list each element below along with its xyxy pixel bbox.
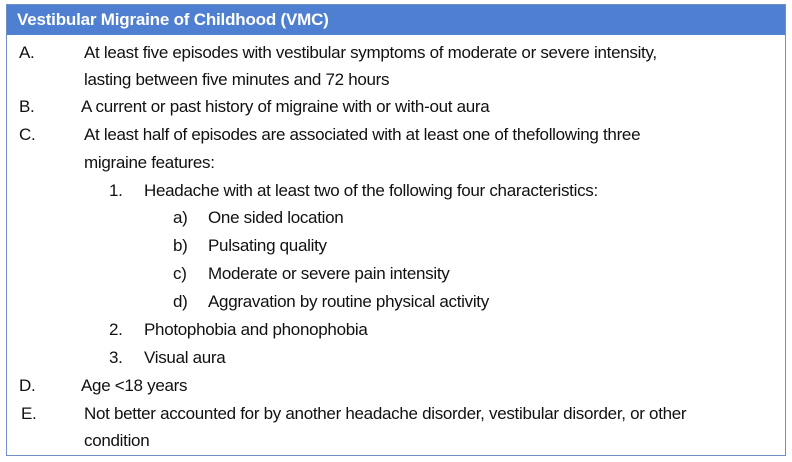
criterion-a-text-line-2: lasting between five minutes and 72 hours: [84, 70, 390, 89]
criterion-d-marker: D.: [19, 376, 36, 395]
criterion-e-text-line-1: Not better accounted for by another headache disorder, vestibular disorder, or other: [84, 404, 687, 423]
criterion-a-marker: A.: [19, 43, 35, 62]
criterion-b-text: A current or past history of migraine with or with-out aura: [81, 97, 490, 116]
feature-1-marker: 1.: [109, 181, 123, 200]
criterion-c-text-line-2: migraine features:: [84, 153, 215, 172]
feature-3-text: Visual aura: [144, 348, 226, 367]
characteristic-d-marker: d): [173, 292, 188, 311]
feature-2-marker: 2.: [109, 320, 123, 339]
characteristic-c-text: Moderate or severe pain intensity: [208, 264, 450, 283]
characteristic-a-text: One sided location: [208, 208, 344, 227]
criterion-c-marker: C.: [19, 125, 36, 144]
feature-3-marker: 3.: [109, 348, 123, 367]
criterion-d-text: Age <18 years: [81, 376, 188, 395]
characteristic-a-marker: a): [173, 208, 188, 227]
criterion-c-text-line-1: At least half of episodes are associated with at least one of thefollowing three: [84, 125, 641, 144]
characteristic-c-marker: c): [173, 264, 187, 283]
characteristic-d-text: Aggravation by routine physical activity: [208, 292, 489, 311]
feature-2-text: Photophobia and phonophobia: [144, 320, 368, 339]
feature-1-text: Headache with at least two of the following four characteristics:: [144, 181, 598, 200]
criterion-e-text-line-2: condition: [84, 431, 150, 450]
criterion-e-marker: E.: [21, 404, 37, 423]
criterion-b-marker: B.: [19, 97, 35, 116]
criterion-a-text-line-1: At least five episodes with vestibular symptoms of moderate or severe intensity,: [84, 43, 657, 62]
table-title: Vestibular Migraine of Childhood (VMC): [7, 5, 785, 35]
characteristic-b-text: Pulsating quality: [208, 236, 327, 255]
characteristic-b-marker: b): [173, 236, 188, 255]
